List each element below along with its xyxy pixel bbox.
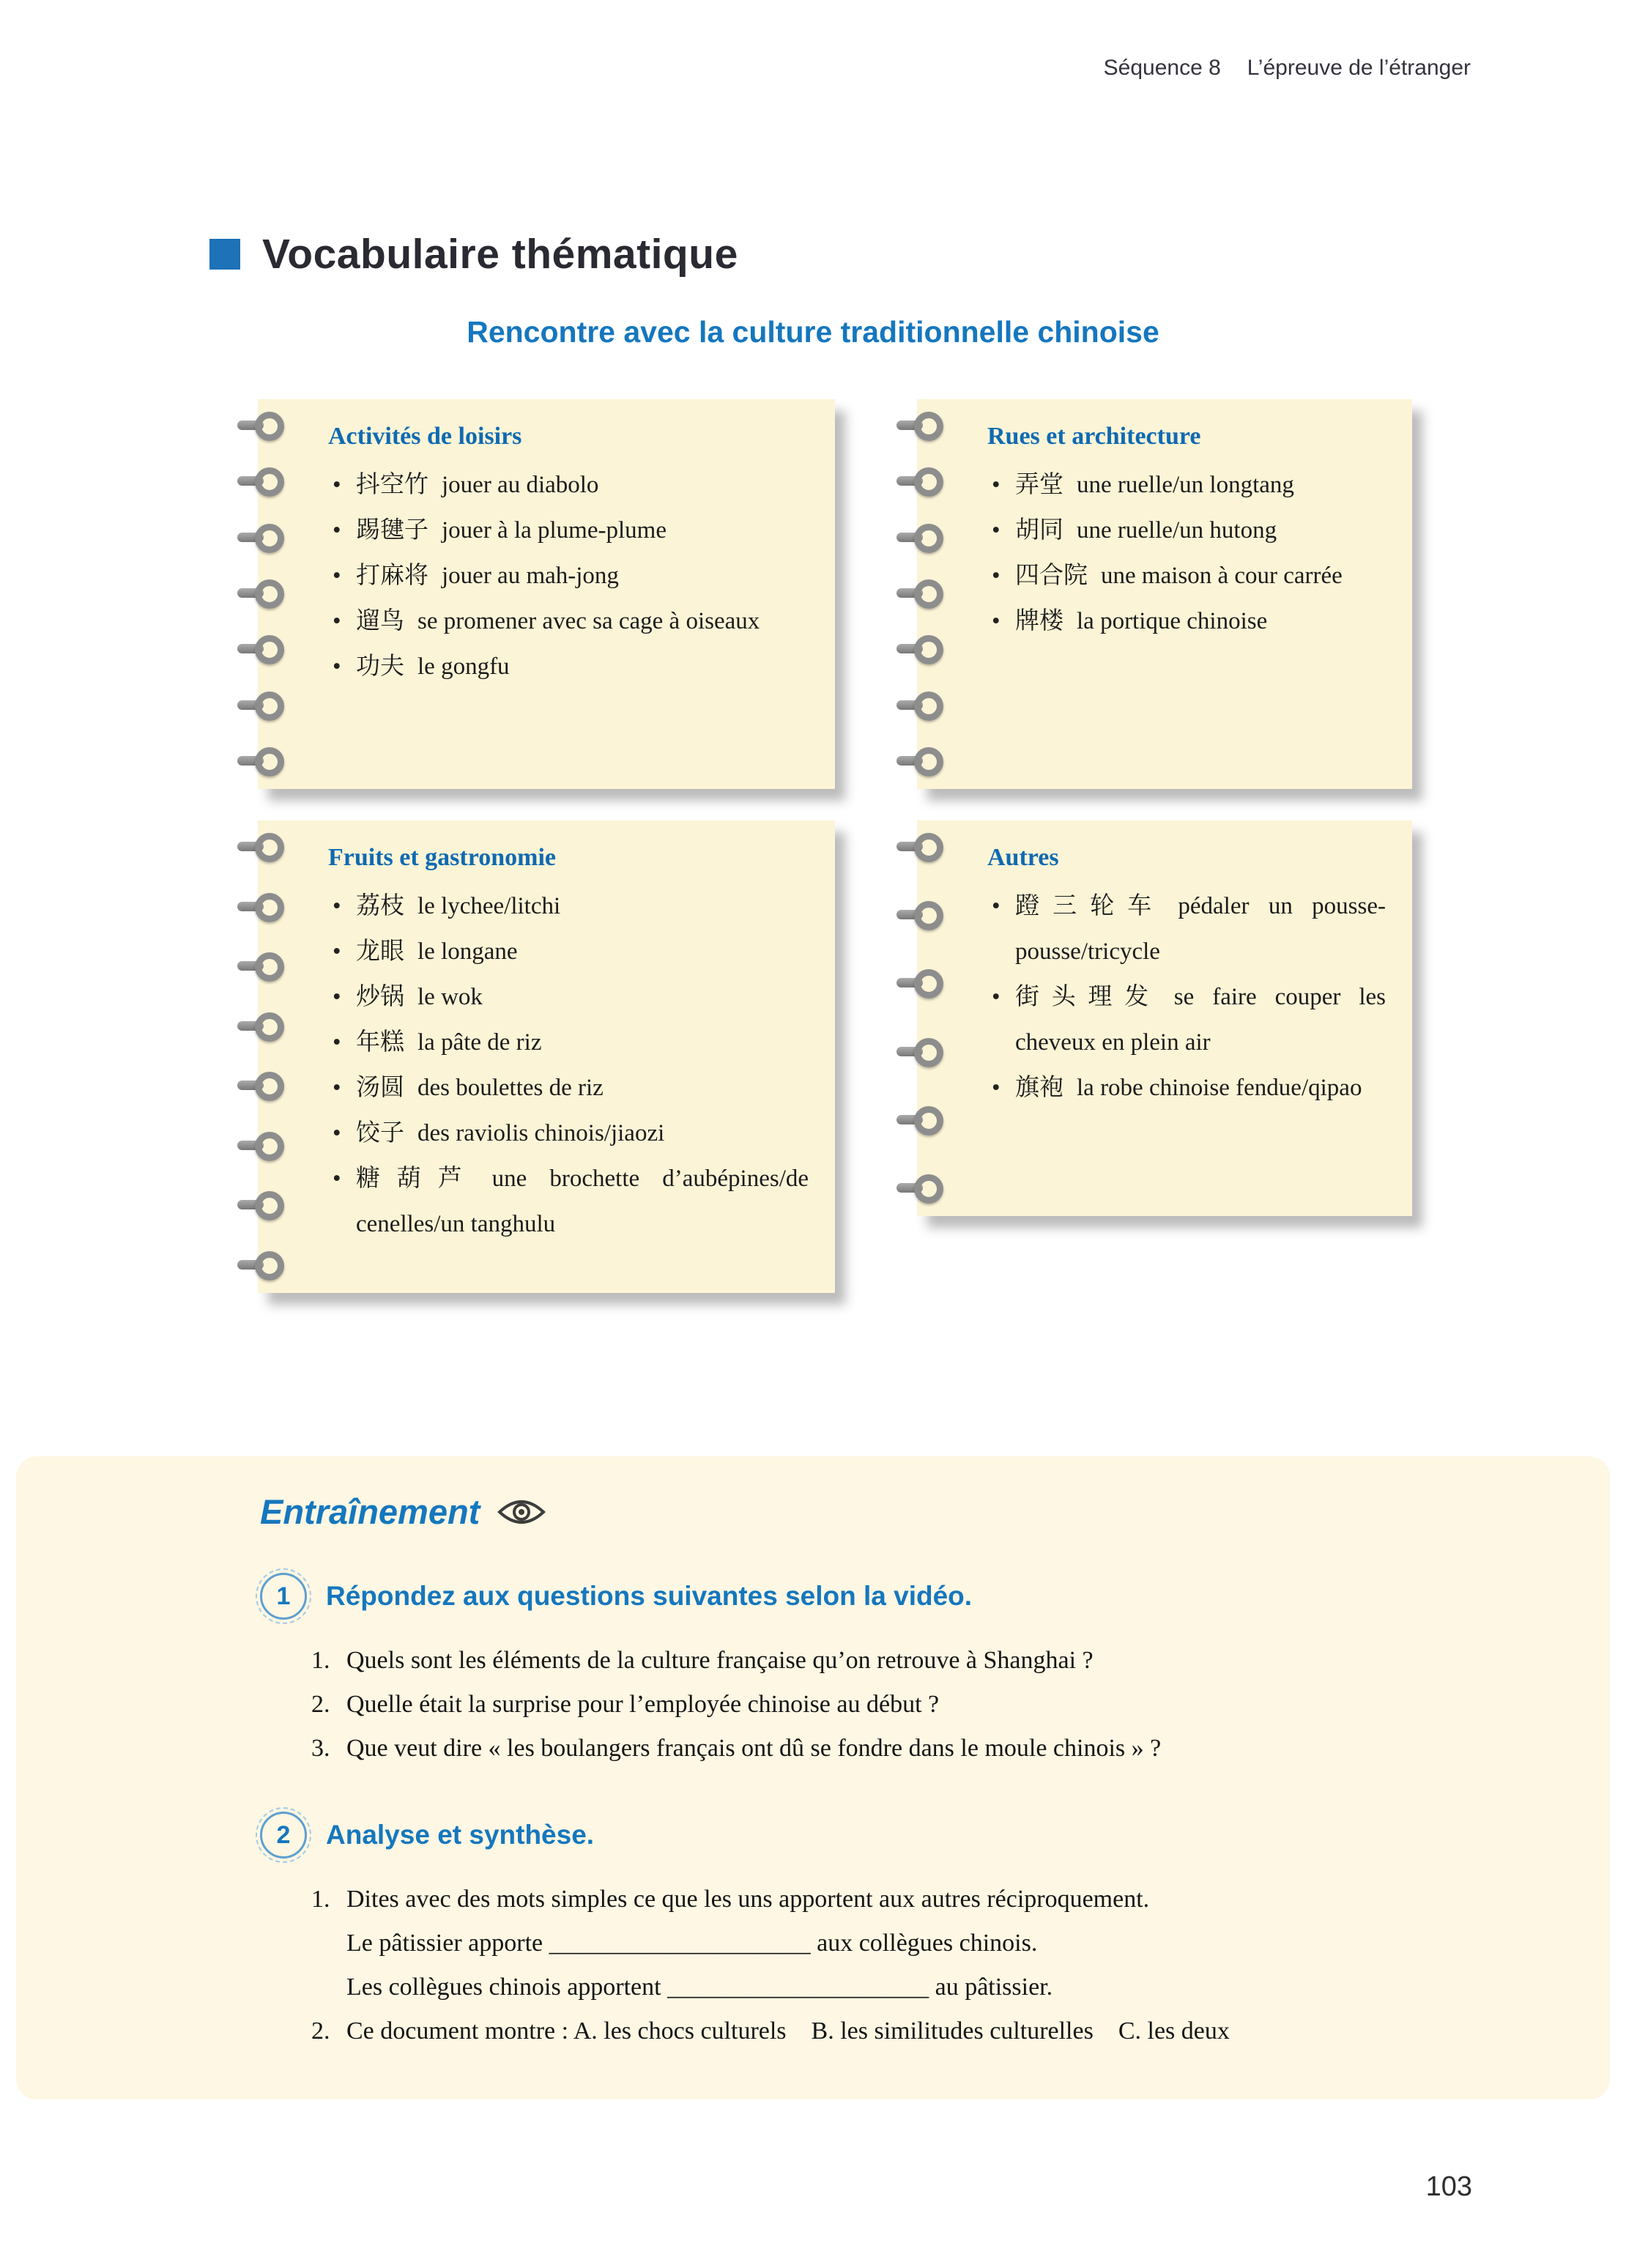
- vocab-chinese: 糖葫芦: [356, 1166, 479, 1192]
- binder-ring-icon: [237, 831, 284, 861]
- vocab-card-activites: [258, 399, 835, 789]
- binder-ring-icon: [237, 522, 284, 552]
- vocab-chinese: 抖空竹: [356, 472, 428, 498]
- binder-ring-icon: [896, 899, 943, 930]
- vocab-chinese: 遛鸟: [356, 608, 404, 634]
- binder-rings: [896, 410, 943, 776]
- vocab-item: [328, 1065, 809, 1111]
- question-number: [311, 1965, 346, 2009]
- vocab-item: [328, 462, 809, 508]
- question-line: [311, 1639, 1522, 1683]
- binder-ring-icon: [896, 831, 943, 861]
- question-text: Les collègues chinois apportent _____________________ au pâtissier.: [346, 1974, 1053, 2001]
- vocab-item: [987, 553, 1386, 598]
- vocab-french: la robe chinoise fendue/qipao: [1077, 1075, 1362, 1101]
- vocab-french: une ruelle/un hutong: [1077, 517, 1277, 544]
- vocab-item: [987, 508, 1386, 553]
- binder-ring-icon: [896, 465, 943, 496]
- vocab-item: [328, 644, 809, 689]
- binder-ring-icon: [237, 633, 284, 664]
- section-label: Répondez aux questions suivantes selon la vidéo.: [326, 1581, 973, 1611]
- binder-ring-icon: [237, 745, 284, 776]
- vocab-item: [328, 508, 809, 553]
- question-line: [311, 1727, 1522, 1771]
- section-number-badge: 2: [260, 1812, 307, 1858]
- section-heading: [260, 1573, 1522, 1620]
- binder-ring-icon: [237, 950, 284, 981]
- vocab-chinese: 龙眼: [356, 938, 404, 965]
- vocab-item: [987, 462, 1386, 508]
- question-text: Ce document montre : A. les chocs culturels B. les similitudes culturelles C. les deux: [346, 2017, 1230, 2045]
- binder-ring-icon: [896, 1104, 943, 1135]
- vocab-list: [987, 462, 1386, 644]
- vocab-item: [328, 598, 809, 644]
- training-section-1: [260, 1573, 1522, 1771]
- vocab-chinese: 饺子: [356, 1120, 404, 1146]
- vocab-card-autres: [917, 820, 1412, 1216]
- vocab-chinese: 汤圆: [356, 1075, 404, 1101]
- card-title: Fruits et gastronomie: [328, 844, 556, 871]
- binder-rings: [237, 410, 284, 776]
- vocab-item: [328, 553, 809, 598]
- vocab-french: le gongfu: [417, 653, 510, 680]
- vocab-french: pédaler un pousse-pousse/tricycle: [1015, 893, 1386, 965]
- question-number: 1.: [311, 1647, 330, 1674]
- question-text: Que veut dire « les boulangers français ont dû se fondre dans le moule chinois » ?: [346, 1735, 1162, 1762]
- binder-ring-icon: [896, 522, 943, 552]
- vocab-item: [328, 929, 809, 974]
- question-number: [311, 1922, 346, 1965]
- binder-ring-icon: [237, 891, 284, 922]
- vocab-chinese: 牌楼: [1015, 608, 1063, 634]
- binder-ring-icon: [896, 1036, 943, 1067]
- vocab-french: jouer au mah-jong: [442, 563, 619, 589]
- question-line-blank: [311, 1922, 1522, 1965]
- sequence-label: Séquence 8: [1103, 56, 1221, 80]
- vocab-french: le wok: [417, 984, 483, 1010]
- question-text: Quelle était la surprise pour l’employée chinoise au début ?: [346, 1691, 940, 1718]
- vocab-french: le longane: [417, 938, 518, 965]
- card-title: Autres: [987, 844, 1059, 871]
- question-text: Dites avec des mots simples ce que les uns apportent aux autres réciproquement.: [346, 1886, 1150, 1913]
- binder-ring-icon: [896, 410, 943, 440]
- question-text: Quels sont les éléments de la culture française qu’on retrouve à Shanghai ?: [346, 1647, 1094, 1674]
- binder-ring-icon: [237, 1010, 284, 1041]
- vocab-list: [328, 462, 809, 689]
- vocab-french: une brochette d’aubépines/de cenelles/un tanghulu: [356, 1166, 809, 1237]
- question-number: 1.: [311, 1886, 330, 1913]
- card-title: Activités de loisirs: [328, 423, 522, 450]
- question-line: [311, 2009, 1522, 2053]
- vocab-french: le lychee/litchi: [417, 893, 561, 919]
- question-number: 2.: [311, 2017, 330, 2045]
- vocab-item: [328, 974, 809, 1020]
- section-number-badge: 1: [260, 1573, 307, 1620]
- vocab-chinese: 四合院: [1015, 563, 1088, 589]
- vocab-item: [328, 1020, 809, 1065]
- binder-ring-icon: [237, 1249, 284, 1280]
- vocab-french: la pâte de riz: [417, 1029, 542, 1056]
- question-text: Le pâtissier apporte _____________________ aux collègues chinois.: [346, 1930, 1038, 1957]
- binder-ring-icon: [896, 745, 943, 776]
- chapter-title: L’épreuve de l’étranger: [1247, 56, 1471, 80]
- vocab-chinese: 蹬三轮车: [1015, 893, 1165, 919]
- vocab-french: une maison à cour carrée: [1101, 563, 1343, 589]
- vocab-chinese: 荔枝: [356, 893, 404, 919]
- binder-ring-icon: [896, 689, 943, 720]
- question-number: 2.: [311, 1691, 330, 1718]
- vocab-card-rues: [917, 399, 1412, 789]
- question-number: 3.: [311, 1735, 330, 1762]
- question-list: [311, 1878, 1522, 2053]
- vocab-chinese: 弄堂: [1015, 472, 1063, 498]
- binder-ring-icon: [896, 967, 943, 998]
- binder-rings: [896, 831, 943, 1203]
- vocab-card-fruits: [258, 820, 835, 1293]
- binder-ring-icon: [237, 465, 284, 496]
- vocab-french: jouer au diabolo: [442, 472, 599, 498]
- vocab-french: la portique chinoise: [1077, 608, 1268, 634]
- eye-icon: [497, 1497, 546, 1527]
- binder-ring-icon: [896, 1172, 943, 1203]
- binder-ring-icon: [237, 689, 284, 720]
- binder-ring-icon: [237, 1189, 284, 1220]
- binder-ring-icon: [896, 577, 943, 608]
- vocab-item: [987, 1065, 1386, 1111]
- vocab-item: [328, 1156, 809, 1247]
- section-label: Analyse et synthèse.: [326, 1820, 595, 1850]
- vocab-chinese: 功夫: [356, 653, 404, 680]
- vocab-chinese: 踢毽子: [356, 517, 428, 544]
- vocab-french: se promener avec sa cage à oiseaux: [417, 608, 760, 634]
- question-line-blank: [311, 1965, 1522, 2009]
- title-square-icon: [209, 239, 240, 270]
- vocab-french: se faire couper les cheveux en plein air: [1015, 984, 1386, 1056]
- vocab-french: des raviolis chinois/jiaozi: [417, 1120, 665, 1146]
- section-heading: [260, 1812, 1522, 1858]
- vocab-item: [987, 974, 1386, 1065]
- vocab-french: des boulettes de riz: [417, 1075, 604, 1101]
- section-title-row: [209, 230, 738, 278]
- training-section-2: [260, 1812, 1522, 2053]
- vocab-chinese: 打麻将: [356, 563, 428, 589]
- vocab-list: [987, 883, 1386, 1111]
- vocab-item: [328, 1111, 809, 1156]
- binder-ring-icon: [237, 577, 284, 608]
- vocab-list: [328, 883, 809, 1247]
- card-title: Rues et architecture: [987, 423, 1201, 450]
- question-line: [311, 1683, 1522, 1727]
- binder-ring-icon: [896, 633, 943, 664]
- question-list: [311, 1639, 1522, 1771]
- vocab-chinese: 胡同: [1015, 517, 1063, 544]
- binder-ring-icon: [237, 410, 284, 440]
- vocab-chinese: 炒锅: [356, 984, 404, 1010]
- binder-rings: [237, 831, 284, 1280]
- vocab-french: jouer à la plume-plume: [442, 517, 667, 544]
- training-panel: [16, 1456, 1610, 2100]
- vocab-item: [987, 598, 1386, 644]
- page-number: 103: [1425, 2171, 1472, 2202]
- training-title: Entraînement: [260, 1492, 480, 1531]
- vocab-french: une ruelle/un longtang: [1077, 472, 1294, 498]
- vocab-chinese: 年糕: [356, 1029, 404, 1056]
- running-header: [1104, 56, 1471, 81]
- page-title: Vocabulaire thématique: [262, 231, 738, 278]
- question-line: [311, 1878, 1522, 1922]
- vocab-item: [328, 883, 809, 929]
- binder-ring-icon: [237, 1130, 284, 1160]
- binder-ring-icon: [237, 1070, 284, 1100]
- vocab-chinese: 旗袍: [1015, 1075, 1063, 1101]
- vocab-chinese: 街头理发: [1015, 984, 1161, 1010]
- subtitle: Rencontre avec la culture traditionnelle chinoise: [467, 315, 1159, 349]
- vocab-item: [987, 883, 1386, 974]
- training-title-row: [260, 1491, 1522, 1532]
